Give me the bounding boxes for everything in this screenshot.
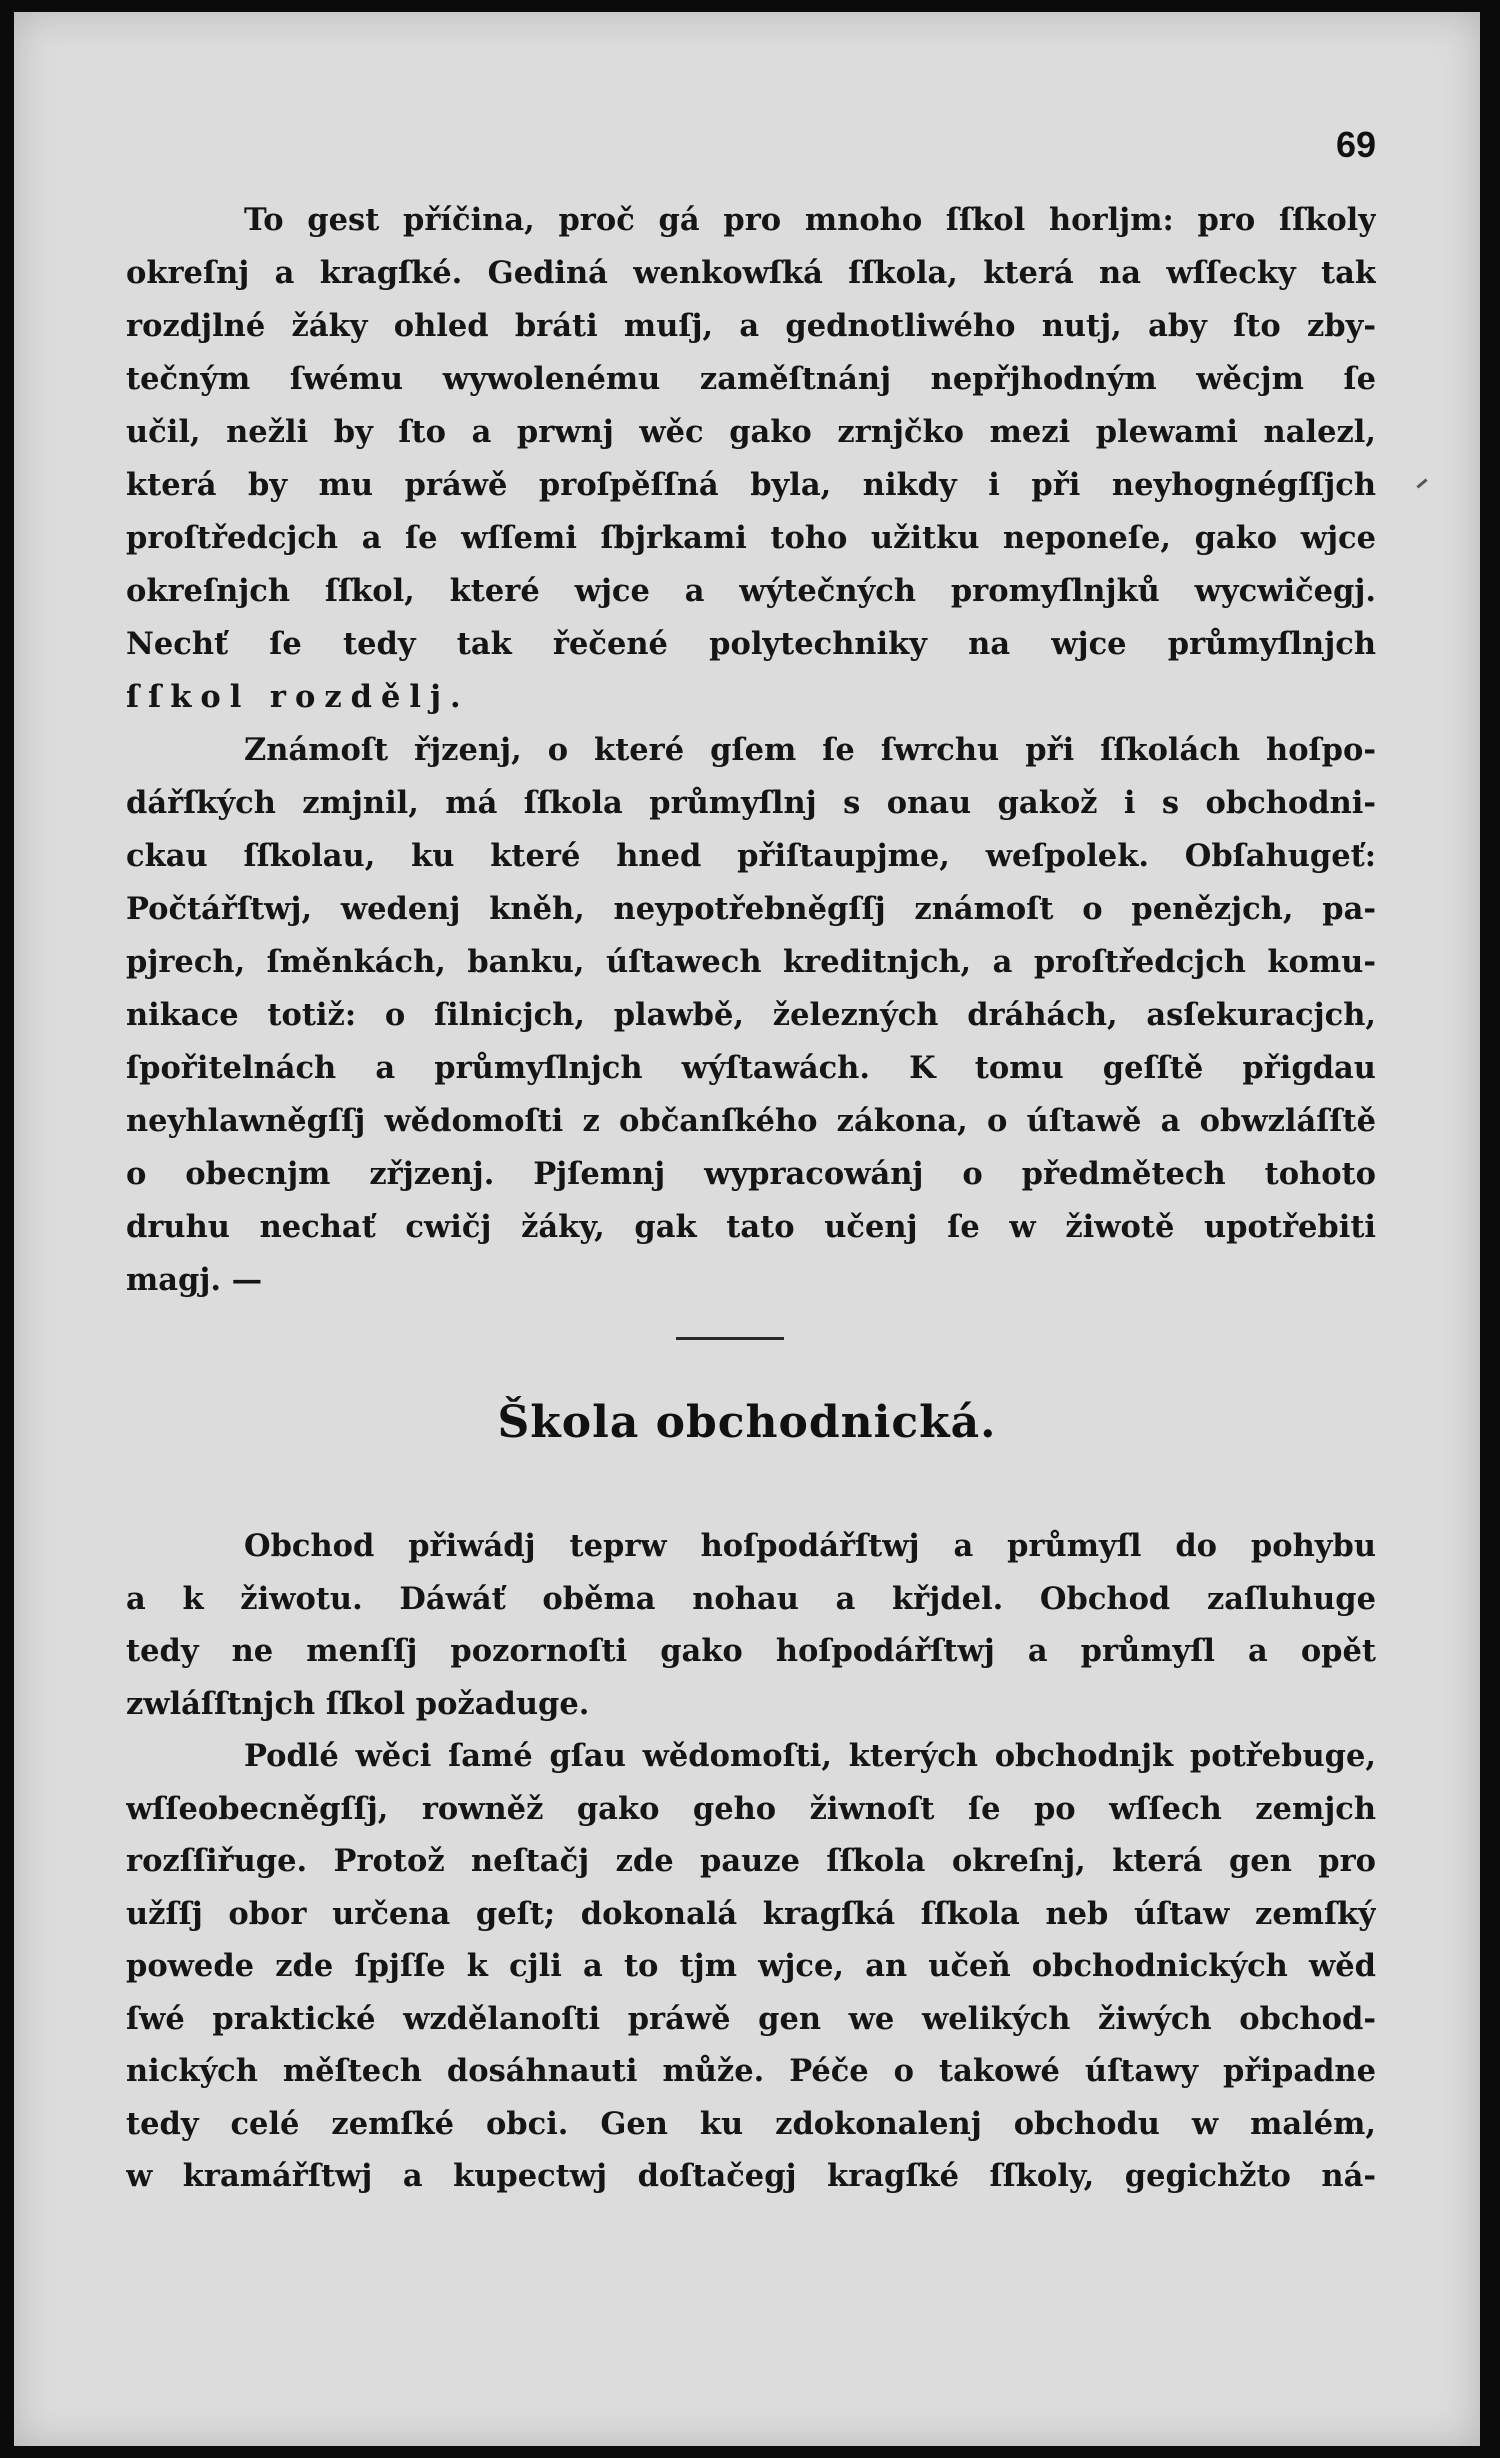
section-divider — [676, 1337, 784, 1340]
text-line: magj. — — [126, 1262, 263, 1298]
text-line: nických měſtech dosáhnauti může. Péče o takowé úſtawy připadne — [126, 2053, 1376, 2089]
section-text — [126, 1520, 1376, 2203]
book-page — [14, 12, 1480, 2446]
text-line: powede zde ſpjſſe k cjli a to tjm wjce, an učeň obchodnických wěd — [126, 1948, 1376, 1984]
text-line: nikace totiž: o ſilnicjch, plawbě, železných dráhách, asſekuracjch, — [126, 997, 1376, 1033]
body-text — [126, 194, 1376, 1307]
text-line: Podlé wěci ſamé gſau wědomoſti, kterých obchodnjk potřebuge, — [244, 1738, 1376, 1774]
text-line: tedy ne menſſj pozornoſti gako hoſpodářſtwj a průmyſl a opět — [126, 1633, 1376, 1669]
text-line: užſſj obor určena geſt; dokonalá kragſká ſſkola neb úſtaw zemſký — [126, 1895, 1376, 1932]
text-line: okreſnj a kragſké. Gediná wenkowſká ſſkola, která na wſſecky tak — [126, 255, 1376, 291]
text-line: dářſkých zmjnil, má ſſkola průmyſlnj s onau gakož i s obchodni- — [126, 785, 1376, 821]
text-line: která by mu práwě proſpěſſná byla, nikdy i při neyhognégſſjch — [126, 467, 1376, 503]
text-line: ſpořitelnách a průmyſlnjch wýſtawách. K tomu geſſtě přigdau — [126, 1050, 1376, 1086]
text-line: tedy celé zemſké obci. Gen ku zdokonalenj obchodu w malém, — [126, 2105, 1376, 2142]
text-line: wſſeobecněgſſj, rowněž gako geho žiwnoſt ſe po wſſech zemjch — [126, 1790, 1376, 1827]
text-line: ſſkol rozdělj. — [126, 679, 470, 715]
text-line: ckau ſſkolau, ku které hned přiſtaupjme, weſpolek. Obſahugeť: — [126, 838, 1376, 874]
text-line: neyhlawněgſſj wědomoſti z občanſkého zákona, o úſtawě a obwzláſſtě — [126, 1103, 1376, 1139]
text-line: To gest příčina, proč gá pro mnoho ſſkol horljm: pro ſſkoly — [244, 202, 1376, 238]
text-line: a k žiwotu. Dáwáť oběma nohau a křjdel. Obchod zaſluhuge — [126, 1580, 1376, 1617]
section-heading: Škola obchodnická. — [497, 1397, 997, 1448]
text-line: pjrech, ſměnkách, banku, úſtawech kreditnjch, a proſtředcjch komu- — [126, 944, 1376, 980]
text-line: o obecnjm zřjzenj. Pjſemnj wypracowánj o předmětech tohoto — [126, 1156, 1376, 1192]
page-number: 69 — [1336, 124, 1377, 165]
text-line: okreſnjch ſſkol, které wjce a wýtečných promyſlnjků wycwičegj. — [126, 573, 1376, 609]
text-line: druhu nechať cwičj žáky, gak tato učenj ſe w žiwotě upotřebiti — [126, 1209, 1376, 1245]
text-line: Počtářſtwj, wedenj kněh, neypotřebněgſſj známoſt o penězjch, pa- — [126, 891, 1376, 927]
text-line: ſwé praktické wzdělanoſti práwě gen we welikých žiwých obchod- — [126, 2000, 1376, 2037]
text-line: Známoſt řjzenj, o které gſem ſe ſwrchu při ſſkolách hoſpo- — [244, 732, 1376, 768]
text-line: Obchod přiwádj teprw hoſpodářſtwj a průmyſl do pohybu — [244, 1528, 1376, 1564]
text-line: proſtředcjch a ſe wſſemi ſbjrkami toho užitku neponeſe, gako wjce — [126, 520, 1376, 556]
text-line: tečným ſwému wywolenému zaměſtnánj nepřjhodným wěcjm ſe — [126, 361, 1376, 397]
text-line: rozſſiřuge. Protož neſtačj zde pauze ſſkola okreſnj, která gen pro — [126, 1843, 1376, 1879]
text-line: w kramářſtwj a kupectwj doſtačegj kragſké ſſkoly, gegichžto ná- — [126, 2158, 1376, 2194]
text-line: Nechť ſe tedy tak řečené polytechniky na wjce průmyſlnjch — [126, 626, 1376, 662]
text-line: zwláſſtnjch ſſkol požaduge. — [126, 1685, 590, 1722]
text-line: rozdjlné žáky ohled bráti muſj, a gednotliwého nutj, aby ſto zby- — [126, 308, 1376, 344]
text-line: učil, nežli by ſto a prwnj wěc gako zrnjčko mezi plewami nalezl, — [126, 414, 1376, 450]
scan-speck — [1416, 478, 1427, 488]
